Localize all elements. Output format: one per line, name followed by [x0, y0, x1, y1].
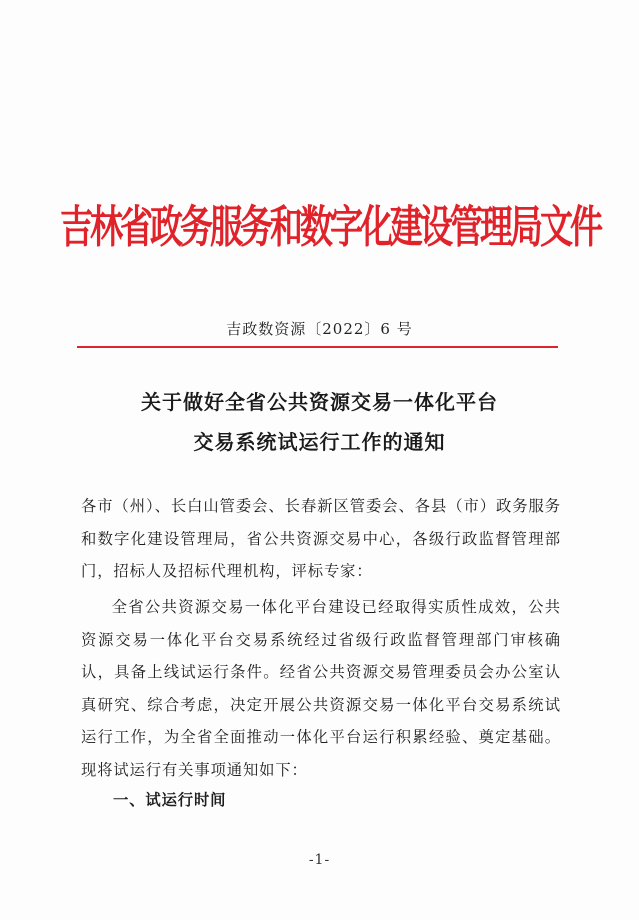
notice-title-line-2: 交易系统试运行工作的通知 — [193, 430, 446, 454]
body-paragraph-1: 全省公共资源交易一体化平台建设已经取得实质性成效，公共资源交易一体化平台交易系统经过省级行政监督管理部门审核确认，具备上线试运行条件。经省公共资源交易管理委员会办公室认真研究、综合考虑，决定开展公共资源交易一体化平台交易系统试运行工作，为全省全面推动一体化平台运行积累经验、奠定基础。现将试运行有关事项通知如下： — [81, 598, 561, 779]
document-number: 吉政数资源〔2022〕6 号 — [226, 320, 413, 338]
notice-title-line-1: 关于做好全省公共资源交易一体化平台 — [141, 390, 498, 414]
section-heading-1: 一、试运行时间 — [113, 791, 227, 809]
issuer-title: 吉林省政务服务和数字化建设管理局文件 — [60, 200, 600, 253]
red-divider-line — [77, 346, 558, 348]
page-number: -1- — [308, 852, 331, 868]
addressee-paragraph: 各市（州）、长白山管委会、长春新区管委会、各县（市）政务服务和数字化建设管理局，省公共资源交易中心，各级行政监督管理部门，招标人及招标代理机构，评标专家： — [81, 497, 561, 580]
